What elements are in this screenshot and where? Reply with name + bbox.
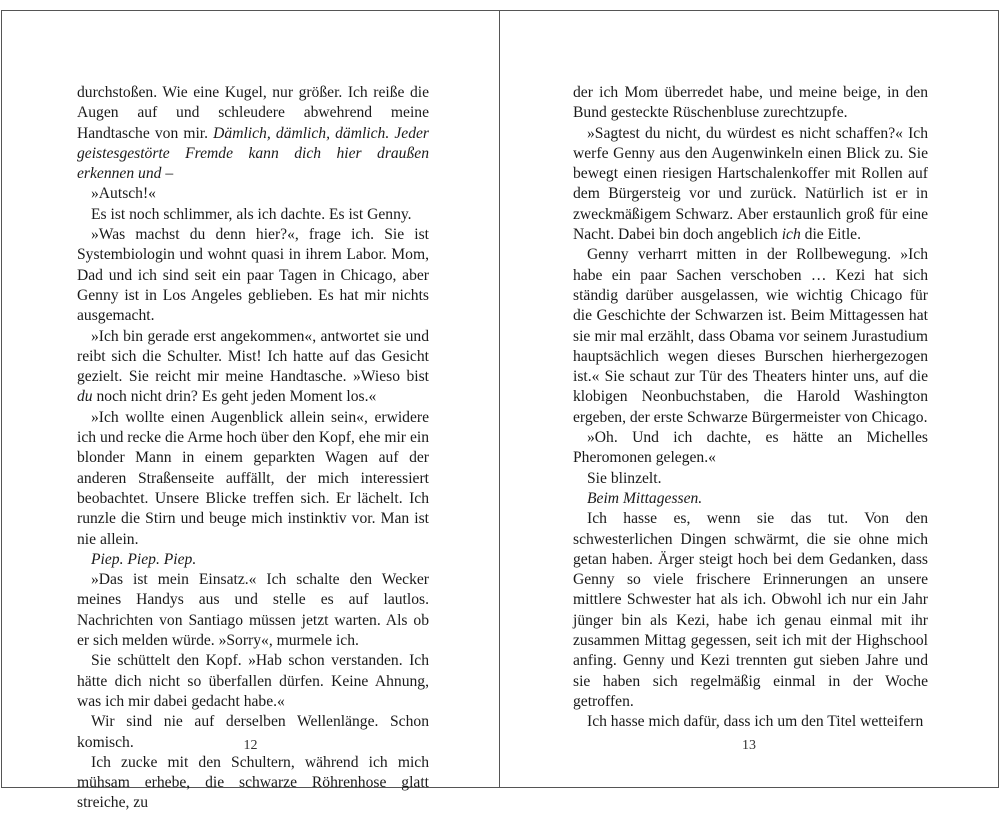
paragraph: Sie blinzelt. (587, 469, 662, 487)
paragraph: »Was machst du denn hier?«, frage ich. Sie ist Systembiologin und wohnt quasi in ihrem Labor. Mom, Dad und ich sind seit ein paar Tagen in Chicago, aber Genny ist in Los Angeles geblieben. Es hat mir nichts ausgemacht. (77, 226, 429, 325)
paragraph: der ich Mom überredet habe, und meine beige, in den Bund gesteckte Rüschenbluse zurechtzupfe. (573, 84, 928, 122)
paragraph: »Das ist mein Einsatz.« Ich schalte den Wecker meines Handys aus und stelle es auf lautlos. Nachrichten von Santiago müssen jetzt warten. Als ob er sich melden würde. »Sorry«, murmele ich. (77, 571, 429, 650)
right-page-text (573, 83, 928, 733)
paragraph: »Ich bin gerade erst angekommen«, antwortet sie und reibt sich die Schulter. Mist! Ich hatte auf das Gesicht gezielt. Sie reicht mir meine Handtasche. »Wieso bist du noch nicht drin? Es geht jeden Moment los.« (77, 327, 429, 406)
page-number: 12 (243, 738, 258, 753)
paragraph: Ich hasse es, wenn sie das tut. Von den schwesterlichen Dingen schwärmt, die sie ohne mich getan haben. Ärger steigt hoch bei dem Gedanken, dass Genny so viele frischere Erinnerungen an unsere mittlere Schwester hat als ich. Obwohl ich nur ein Jahr jünger bin als Kezi, habe ich genau einmal mit ihr zusammen Mittag gegessen, seit ich mit der Highschool anfing. Genny und Kezi trennten gut sieben Jahre und sie haben sich regelmäßig einmal in der Woche getroffen. (573, 510, 928, 710)
paragraph: Ich hasse mich dafür, dass ich um den Titel wetteifern (587, 713, 924, 731)
paragraph: Genny verharrt mitten in der Rollbewegung. »Ich habe ein paar Sachen verschoben … Kezi hat sich ständig darüber ausgelassen, wie wichtig Chicago für die Geschichte der Schwarzen ist. Beim Mittagessen hat sie mir mal erzählt, dass Obama vor seinem Jurastudium hauptsächlich wegen dieses Burschen hierhergezogen ist.« Sie schaut zur Tür des Theaters hinter uns, auf die klobigen Neonbuchstaben, die Harold Washington ergeben, der erste Schwarze Bürgermeister von Chicago. (573, 246, 928, 426)
paragraph: Ich zucke mit den Schultern, während ich mich mühsam erhebe, die schwarze Röhrenhose glatt streiche, zu (77, 753, 429, 812)
paragraph: »Autsch!« (91, 185, 156, 203)
paragraph: Es ist noch schlimmer, als ich dachte. Es ist Genny. (91, 205, 412, 223)
paragraph: Piep. Piep. Piep. (91, 550, 197, 568)
book-spread (1, 10, 999, 812)
paragraph: »Ich wollte einen Augenblick allein sein«, erwidere ich und recke die Arme hoch über den Kopf, ehe mir ein blonder Mann in einem geparkten Wagen auf der anderen Straßenseite auffällt, der mich interessiert beobachtet. Unsere Blicke treffen sich. Er lächelt. Ich runzle die Stirn und beuge mich instinktiv vor. Man ist nie allein. (77, 408, 429, 548)
left-page-text (77, 83, 429, 814)
page-number: 13 (742, 738, 756, 753)
paragraph: Wir sind nie auf derselben Wellenlänge. Schon komisch. (77, 713, 429, 751)
left-page (2, 11, 500, 812)
paragraph: durchstoßen. Wie eine Kugel, nur größer. Ich reiße die Augen auf und schleudere abwehrend meine Handtasche von mir. Dämlich, dämlich, dämlich. Jeder geistesgestörte Fremde kann dich hier draußen erkennen und – (77, 84, 429, 183)
paragraph: »Oh. Und ich dachte, es hätte an Michelles Pheromonen gelegen.« (573, 429, 928, 467)
paragraph: »Sagtest du nicht, du würdest es nicht schaffen?« Ich werfe Genny aus den Augenwinkeln einen Blick zu. Sie bewegt einen riesigen Hartschalenkoffer mit Rollen auf dem Bürgersteig vor und zurück. Natürlich ist er in zweckmäßigem Schwarz. Aber erstaunlich groß für eine Nacht. Dabei bin doch angeblich ich die Eitle. (573, 124, 928, 244)
paragraph: Sie schüttelt den Kopf. »Hab schon verstanden. Ich hätte dich nicht so überfallen dürfen. Keine Ahnung, was ich mir dabei gedacht habe.« (77, 652, 429, 710)
right-page (500, 11, 998, 787)
paragraph: Beim Mittagessen. (587, 489, 703, 507)
